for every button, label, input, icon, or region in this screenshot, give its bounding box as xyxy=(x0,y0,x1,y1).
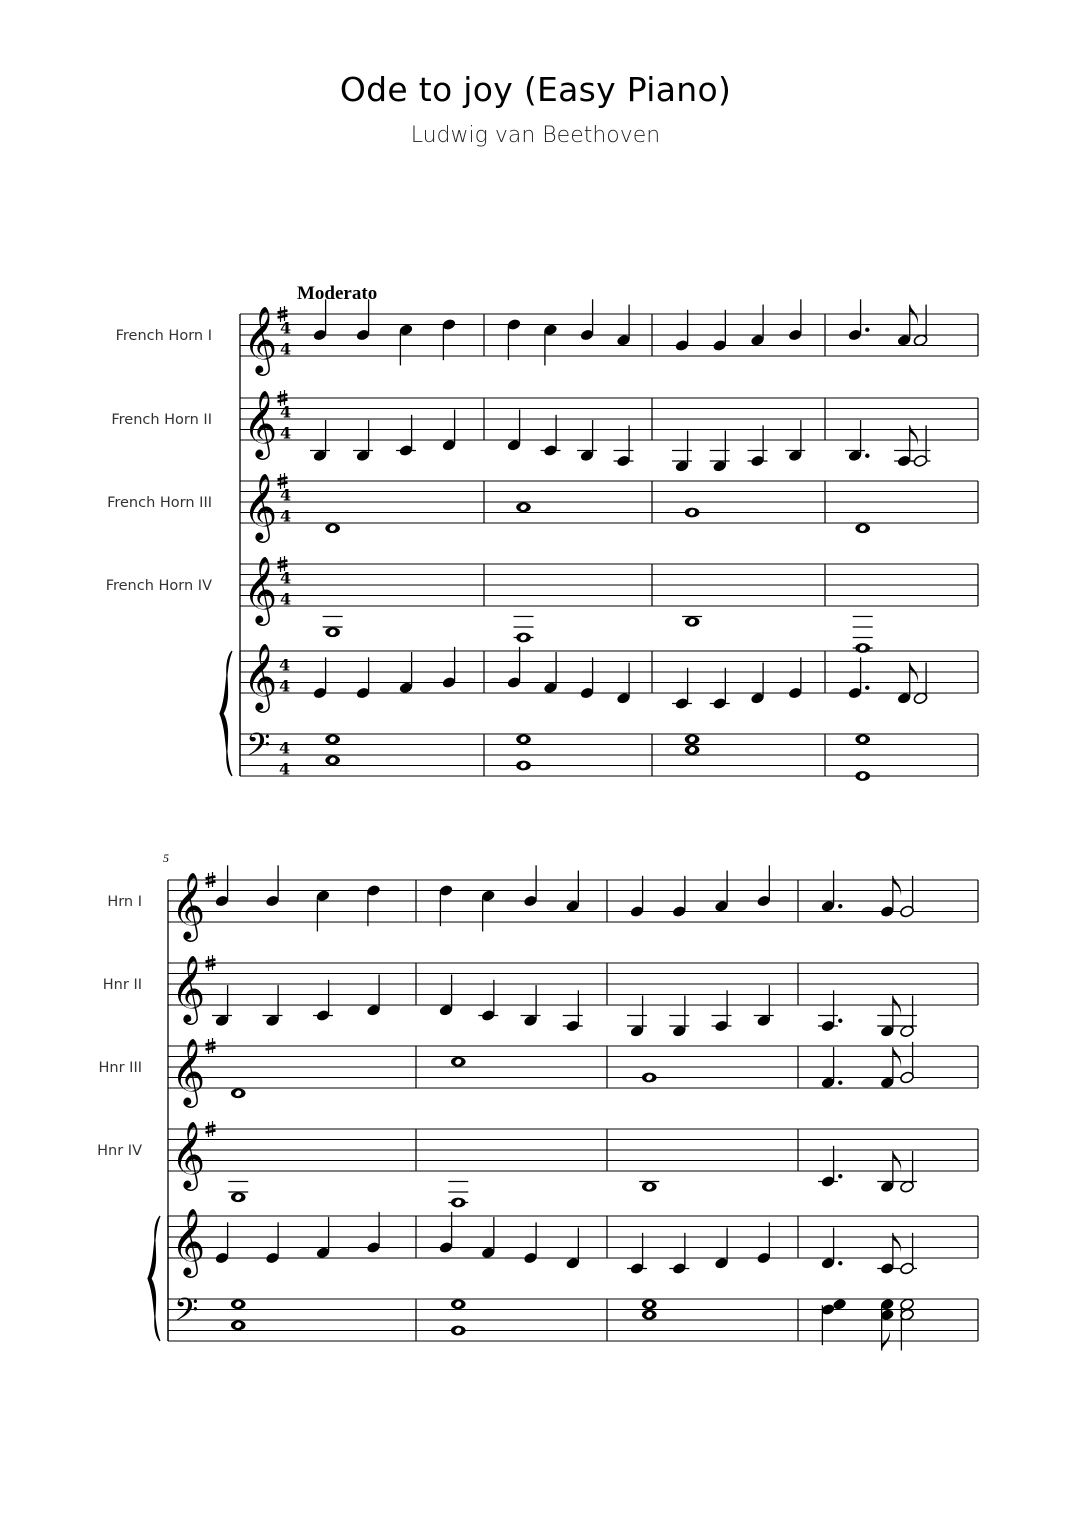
staff-3 xyxy=(99,1037,979,1108)
time-signature-denominator: 4 xyxy=(279,676,291,696)
treble-clef-icon: 𝄞 xyxy=(243,555,278,623)
note xyxy=(754,985,774,1027)
score-title: Ode to joy (Easy Piano) xyxy=(339,70,732,109)
instrument-label: French Horn I xyxy=(115,328,212,344)
note xyxy=(310,420,330,462)
measure-number: 5 xyxy=(163,851,169,865)
note xyxy=(880,1047,901,1089)
note xyxy=(563,990,583,1032)
note xyxy=(820,1047,842,1089)
staff-4 xyxy=(106,555,978,653)
note xyxy=(712,310,727,352)
note xyxy=(577,420,597,462)
note xyxy=(323,617,343,638)
note xyxy=(214,865,229,907)
bass-clef-icon: 𝄢 xyxy=(246,726,271,771)
piano-brace xyxy=(148,1216,160,1341)
note xyxy=(820,1298,847,1346)
note xyxy=(506,410,521,452)
instrument-label: Hnr III xyxy=(98,1060,142,1076)
note xyxy=(325,734,340,765)
instrument-label: Hnr II xyxy=(102,977,142,993)
note xyxy=(899,876,914,918)
note xyxy=(756,1222,771,1264)
note xyxy=(353,420,373,462)
note xyxy=(481,1217,496,1259)
note xyxy=(398,323,413,365)
staff-5 xyxy=(168,1207,978,1278)
note xyxy=(543,652,558,694)
note xyxy=(398,652,413,694)
note xyxy=(514,617,534,643)
augmentation-dot xyxy=(838,904,842,908)
note xyxy=(627,996,647,1038)
augmentation-dot xyxy=(865,328,869,332)
note xyxy=(366,1212,381,1254)
flag xyxy=(893,1233,901,1253)
augmentation-dot xyxy=(865,686,869,690)
note xyxy=(642,1073,657,1083)
note xyxy=(506,318,521,360)
flag xyxy=(893,1047,901,1067)
note xyxy=(616,305,631,347)
note xyxy=(228,1182,248,1203)
system-1 xyxy=(106,283,978,781)
time-signature-denominator: 4 xyxy=(280,506,292,526)
note xyxy=(579,299,594,341)
note xyxy=(710,668,730,710)
staff-2 xyxy=(111,389,978,473)
treble-clef-icon: 𝄞 xyxy=(171,954,206,1022)
note xyxy=(481,889,496,931)
note xyxy=(214,1222,229,1264)
note xyxy=(438,975,453,1017)
note xyxy=(315,889,330,931)
note xyxy=(521,985,541,1027)
note xyxy=(263,985,283,1027)
note xyxy=(579,657,594,699)
note xyxy=(820,1228,842,1270)
note xyxy=(523,1222,538,1264)
augmentation-dot xyxy=(838,1174,842,1178)
note xyxy=(682,617,702,627)
note xyxy=(438,1212,453,1254)
note xyxy=(313,980,333,1022)
flag xyxy=(910,663,918,683)
augmentation-dot xyxy=(838,1019,842,1023)
staff-1 xyxy=(116,299,978,376)
note xyxy=(820,871,842,913)
note xyxy=(855,734,870,781)
note xyxy=(913,305,928,347)
note xyxy=(785,420,805,462)
treble-clef-icon: 𝄞 xyxy=(171,871,206,939)
note xyxy=(396,415,416,457)
note xyxy=(853,617,873,653)
note xyxy=(750,663,765,705)
note xyxy=(897,996,917,1038)
piano-brace xyxy=(220,651,232,776)
note xyxy=(897,1233,917,1275)
note xyxy=(685,508,700,518)
treble-clef-icon: 𝄞 xyxy=(243,642,278,710)
note xyxy=(669,996,689,1038)
note xyxy=(231,1299,246,1330)
note xyxy=(880,1298,895,1351)
note xyxy=(712,990,732,1032)
augmentation-dot xyxy=(838,1261,842,1265)
system-2 xyxy=(97,851,978,1350)
note xyxy=(523,865,538,907)
note xyxy=(788,299,803,341)
note xyxy=(756,865,771,907)
instrument-label: French Horn II xyxy=(111,412,212,428)
treble-clef-icon: 𝄞 xyxy=(243,305,278,373)
staff-4 xyxy=(97,1120,978,1207)
treble-clef-icon: 𝄞 xyxy=(171,1207,206,1275)
treble-clef-icon: 𝄞 xyxy=(243,389,278,457)
note xyxy=(899,1298,914,1351)
note xyxy=(516,734,531,770)
note xyxy=(845,420,870,462)
note xyxy=(818,990,843,1032)
note xyxy=(899,1042,914,1084)
note xyxy=(614,425,634,467)
note xyxy=(366,975,381,1017)
note xyxy=(516,502,531,512)
staff-6 xyxy=(240,726,978,781)
time-signature-denominator: 4 xyxy=(280,339,292,359)
composer-name: Ludwig van Beethoven xyxy=(410,123,661,148)
time-signature-numerator: 4 xyxy=(279,655,291,675)
note xyxy=(913,663,928,705)
flag xyxy=(893,1151,901,1171)
note xyxy=(897,1151,917,1193)
note xyxy=(710,431,730,473)
staff-6 xyxy=(168,1291,978,1350)
treble-clef-icon: 𝄞 xyxy=(243,472,278,540)
note xyxy=(312,657,327,699)
time-signature-numerator: 4 xyxy=(280,568,292,588)
note xyxy=(748,425,768,467)
flag xyxy=(893,876,901,896)
augmentation-dot xyxy=(838,1081,842,1085)
flag xyxy=(882,1330,890,1350)
note xyxy=(750,305,765,347)
time-signature-numerator: 4 xyxy=(279,738,291,758)
bass-clef-icon: 𝄢 xyxy=(174,1291,199,1336)
note xyxy=(438,884,453,926)
treble-clef-icon: 𝄞 xyxy=(171,1037,206,1105)
staff-1 xyxy=(107,865,978,942)
note xyxy=(451,1057,466,1067)
note xyxy=(714,1228,729,1270)
note xyxy=(355,657,370,699)
note xyxy=(441,318,456,360)
note xyxy=(629,876,644,918)
time-signature-denominator: 4 xyxy=(280,589,292,609)
instrument-label: Hnr IV xyxy=(97,1143,142,1159)
augmentation-dot xyxy=(838,1302,842,1306)
note xyxy=(818,1146,843,1188)
note xyxy=(312,299,327,341)
note xyxy=(565,871,580,913)
note xyxy=(672,876,687,918)
flag xyxy=(893,996,901,1016)
instrument-label: Hrn I xyxy=(107,894,142,910)
note xyxy=(265,865,280,907)
flag xyxy=(910,425,918,445)
note xyxy=(315,1217,330,1259)
note xyxy=(672,668,692,710)
instrument-label: French Horn IV xyxy=(105,578,212,594)
staff-3 xyxy=(107,472,978,543)
note xyxy=(672,431,692,473)
note xyxy=(674,310,689,352)
note xyxy=(639,1182,659,1192)
note xyxy=(877,1151,901,1193)
time-signature-numerator: 4 xyxy=(280,402,292,422)
tempo-marking: Moderato xyxy=(297,283,378,304)
note xyxy=(616,663,631,705)
note xyxy=(366,884,381,926)
note xyxy=(855,523,870,533)
note xyxy=(441,647,456,689)
note xyxy=(448,1182,468,1208)
instrument-label: French Horn III xyxy=(107,495,212,511)
staff-2 xyxy=(103,954,978,1038)
time-signature-numerator: 4 xyxy=(280,485,292,505)
note xyxy=(669,1233,689,1275)
note xyxy=(877,996,901,1038)
note xyxy=(355,299,370,341)
note xyxy=(441,410,456,452)
note xyxy=(231,1088,246,1098)
note xyxy=(478,980,498,1022)
note xyxy=(265,1222,280,1264)
treble-clef-icon: 𝄞 xyxy=(171,1120,206,1188)
time-signature-denominator: 4 xyxy=(279,759,291,779)
note xyxy=(212,985,232,1027)
note xyxy=(451,1299,466,1335)
time-signature-denominator: 4 xyxy=(280,423,292,443)
note xyxy=(627,1233,647,1275)
staff-5 xyxy=(240,642,978,713)
note xyxy=(714,871,729,913)
note xyxy=(506,647,521,689)
note xyxy=(541,415,561,457)
note xyxy=(565,1228,580,1270)
flag xyxy=(910,305,918,325)
note xyxy=(325,523,340,533)
augmentation-dot xyxy=(865,454,869,458)
time-signature-numerator: 4 xyxy=(280,318,292,338)
note xyxy=(543,323,558,365)
note xyxy=(788,657,803,699)
